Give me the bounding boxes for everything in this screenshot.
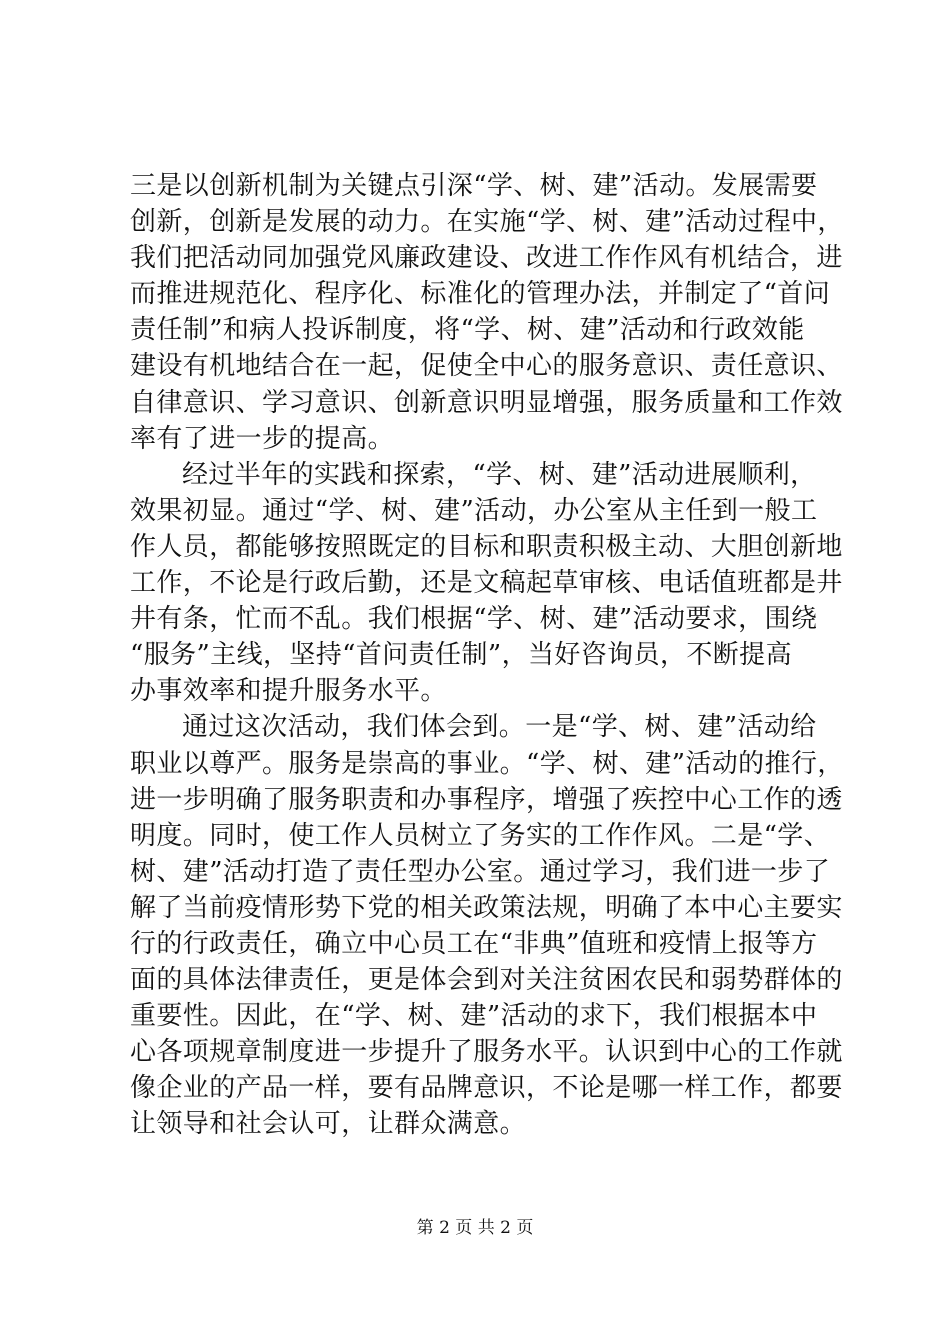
text-line: 建设有机地结合在一起，促使全中心的服务意识、责任意识、 <box>130 351 843 382</box>
document-body <box>130 168 844 1143</box>
text-line: 自律意识、学习意识、创新意识明显增强，服务质量和工作效 <box>130 387 843 418</box>
text-line: 面的具体法律责任，更是体会到对关注贫困农民和弱势群体的 <box>130 965 843 996</box>
text-line: 责任制”和病人投诉制度，将“学、树、建”活动和行政效能 <box>130 315 805 346</box>
text-line: 三是以创新机制为关键点引深“学、树、建”活动。发展需要 <box>130 171 818 201</box>
text-line: 行的行政责任，确立中心员工在“非典”值班和疫情上报等方 <box>130 928 818 959</box>
text-line: 而推进规范化、程序化、标准化的管理办法，并制定了“首问 <box>130 279 831 310</box>
text-line: 职业以尊严。服务是崇高的事业。“学、树、建”活动的推行， <box>130 748 844 779</box>
text-line: 作人员，都能够按照既定的目标和职责积极主动、大胆创新地 <box>130 531 843 562</box>
text-line: 重要性。因此，在“学、树、建”活动的求下，我们根据本中 <box>130 1001 818 1032</box>
text-line: 效果初显。通过“学、树、建”活动，办公室从主任到一般工 <box>130 495 818 526</box>
text-line: 让领导和社会认可，让群众满意。 <box>130 1109 527 1140</box>
text-line: “服务”主线，坚持“首问责任制”，当好咨询员，不断提高 <box>130 640 792 671</box>
text-line: 解了当前疫情形势下党的相关政策法规，明确了本中心主要实 <box>130 892 843 923</box>
text-line: 明度。同时，使工作人员树立了务实的工作作风。二是“学、 <box>130 820 831 851</box>
paragraph-1 <box>130 168 844 457</box>
text-line: 树、建”活动打造了责任型办公室。通过学习，我们进一步了 <box>130 856 831 887</box>
text-line: 井有条，忙而不乱。我们根据“学、树、建”活动要求，围绕 <box>130 604 818 635</box>
page-number-footer: 第 2 页 共 2 页 <box>416 1218 534 1238</box>
text-line: 工作，不论是行政后勤，还是文稿起草审核、电话值班都是井 <box>130 568 843 599</box>
text-line: 经过半年的实践和探索，“学、树、建”活动进展顺利， <box>182 459 817 490</box>
paragraph-3 <box>130 709 844 1142</box>
text-line: 心各项规章制度进一步提升了服务水平。认识到中心的工作就 <box>130 1037 843 1068</box>
text-line: 进一步明确了服务职责和办事程序，增强了疾控中心工作的透 <box>130 784 843 815</box>
paragraph-2 <box>130 457 843 710</box>
text-line: 我们把活动同加强党风廉政建设、改进工作作风有机结合，进 <box>130 243 843 274</box>
text-line: 像企业的产品一样，要有品牌意识，不论是哪一样工作，都要 <box>130 1073 843 1104</box>
text-line: 率有了进一步的提高。 <box>130 423 395 454</box>
text-line: 办事效率和提升服务水平。 <box>130 676 447 707</box>
text-line: 通过这次活动，我们体会到。一是“学、树、建”活动给 <box>182 712 817 743</box>
text-line: 创新，创新是发展的动力。在实施“学、树、建”活动过程中， <box>130 207 844 238</box>
